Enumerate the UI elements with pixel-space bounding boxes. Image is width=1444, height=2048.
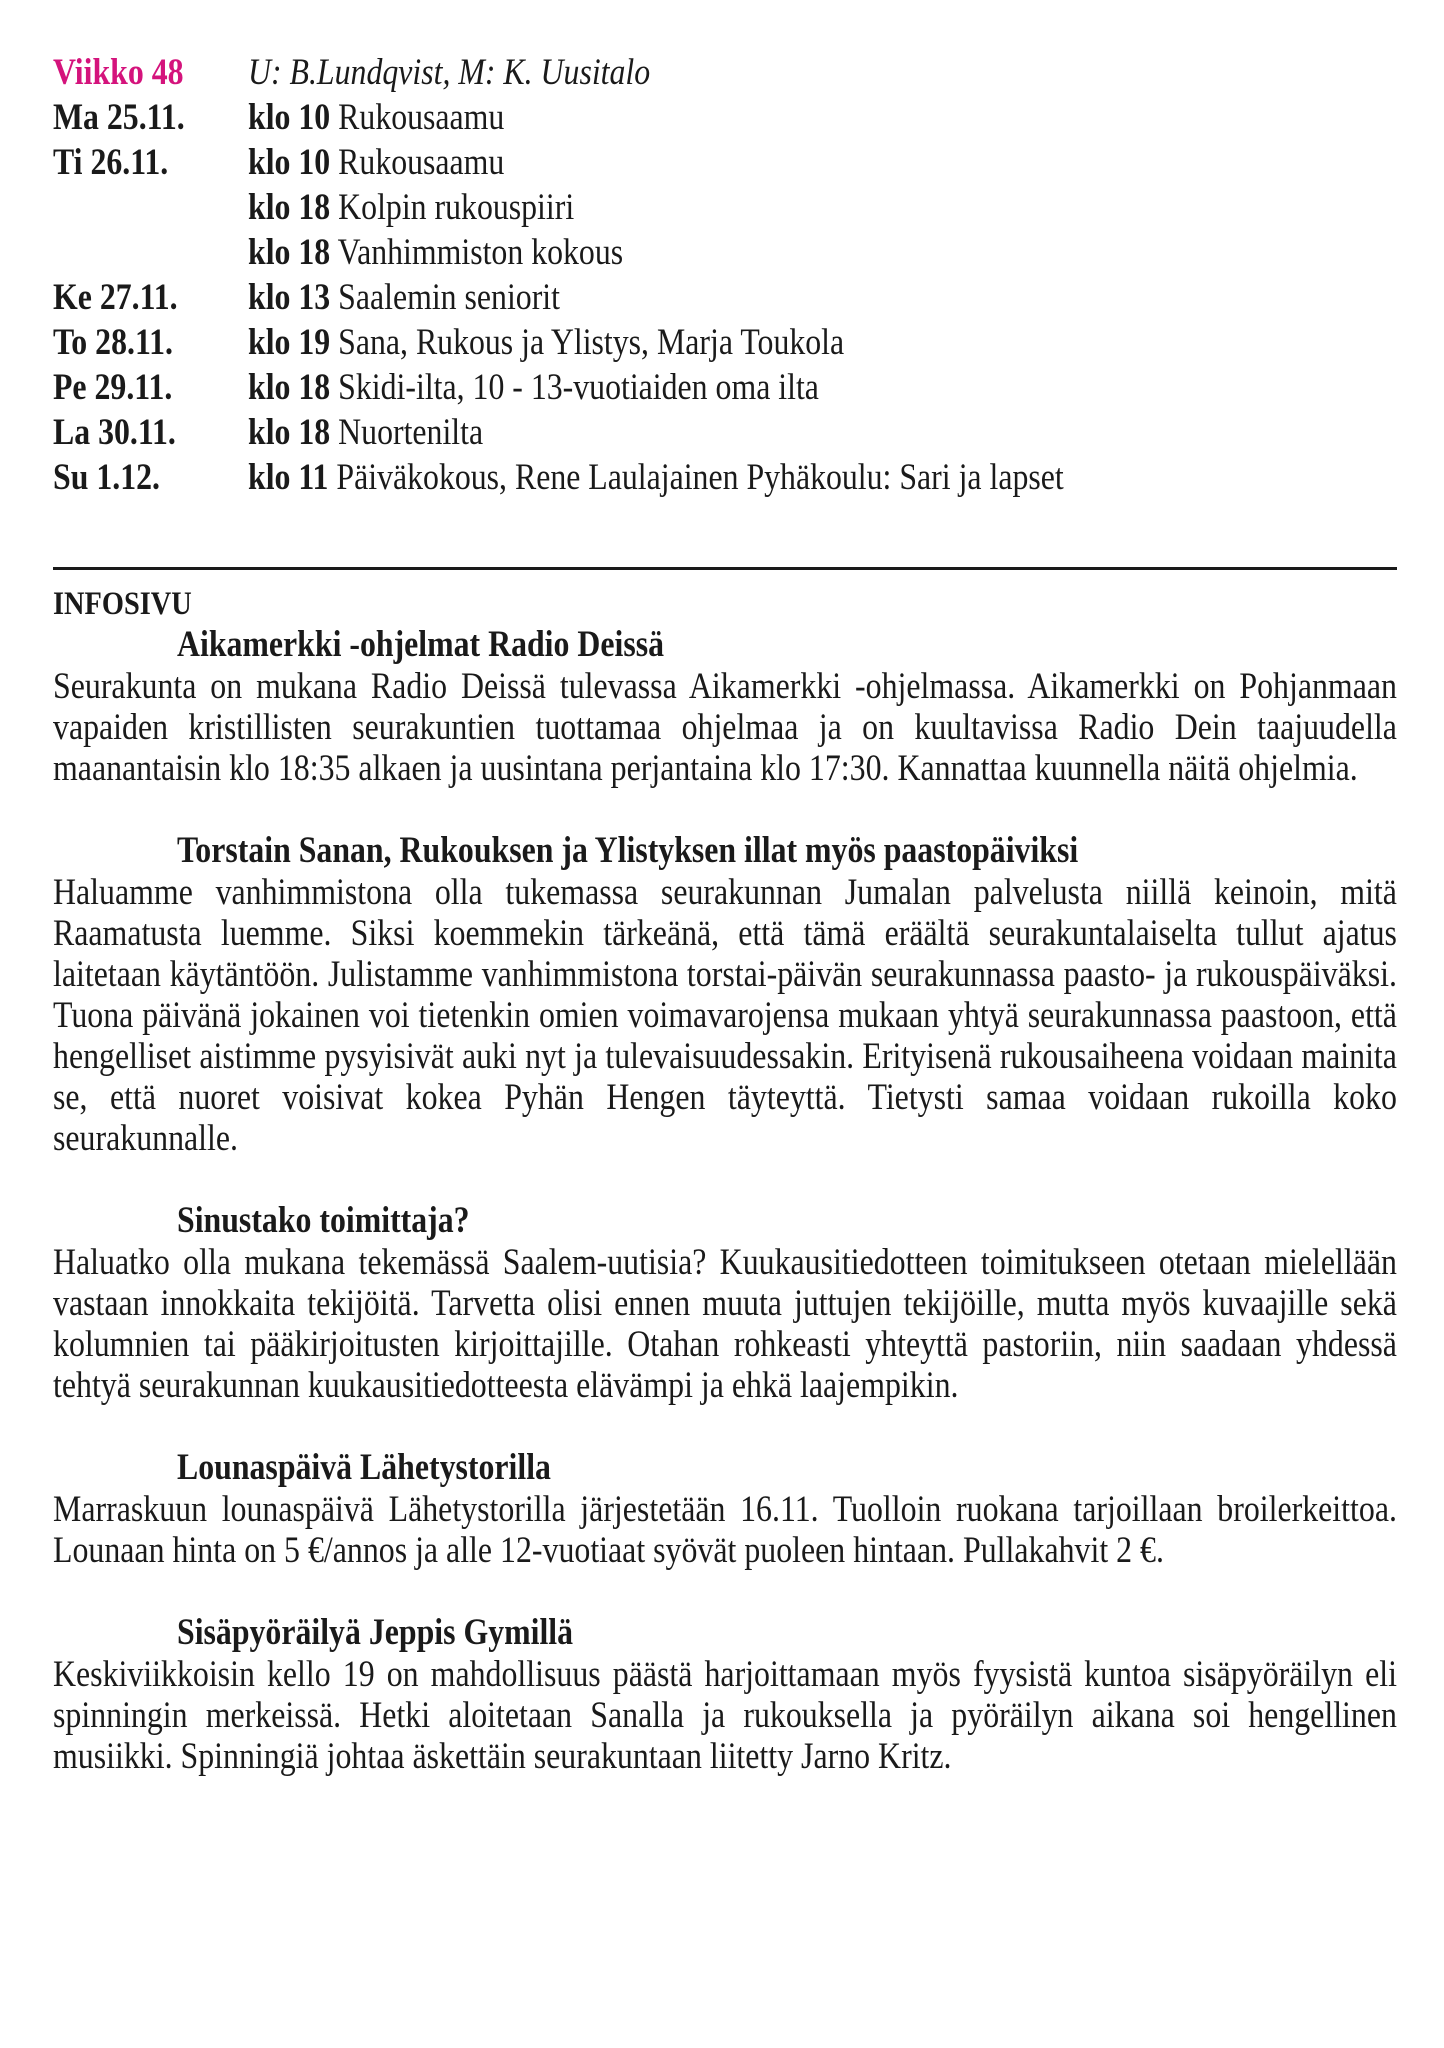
section-gap bbox=[53, 1571, 1397, 1612]
schedule-event bbox=[248, 230, 623, 275]
schedule-time: klo 18 bbox=[248, 232, 331, 273]
schedule-day: Ke 27.11. bbox=[53, 277, 178, 318]
schedule-day: Ti 26.11. bbox=[53, 142, 169, 183]
info-section bbox=[53, 1447, 1397, 1571]
week-schedule bbox=[53, 50, 1397, 500]
schedule-row bbox=[53, 230, 1397, 275]
info-section bbox=[53, 1612, 1397, 1777]
section-heading-text: Sisäpyöräilyä Jeppis Gymillä bbox=[177, 1612, 574, 1653]
schedule-text: Päiväkokous, Rene Laulajainen Pyhäkoulu: Sari ja lapset bbox=[336, 457, 1064, 498]
section-gap bbox=[53, 1406, 1397, 1447]
schedule-text: Skidi-ilta, 10 - 13-vuotiaiden oma ilta bbox=[338, 367, 819, 408]
section-heading bbox=[53, 1447, 1397, 1489]
schedule-row bbox=[53, 455, 1397, 500]
section-divider bbox=[53, 567, 1397, 570]
schedule-row bbox=[53, 95, 1397, 140]
schedule-day: Su 1.12. bbox=[53, 457, 160, 498]
info-page bbox=[53, 584, 1397, 1777]
schedule-event bbox=[248, 455, 1064, 500]
schedule-text: Vanhimmiston kokous bbox=[337, 232, 624, 273]
schedule-day: Ma 25.11. bbox=[53, 97, 185, 138]
section-heading-text: Sinustako toimittaja? bbox=[177, 1200, 470, 1241]
schedule-text: Rukousaamu bbox=[338, 142, 505, 183]
schedule-day: To 28.11. bbox=[53, 322, 173, 363]
schedule-event bbox=[248, 140, 504, 185]
schedule-day: La 30.11. bbox=[53, 412, 176, 453]
schedule-event bbox=[248, 95, 504, 140]
schedule-event bbox=[248, 410, 483, 455]
leaders-text: U: B.Lundqvist, M: K. Uusitalo bbox=[248, 52, 651, 93]
section-heading bbox=[53, 1200, 1397, 1242]
section-heading bbox=[53, 1612, 1397, 1654]
schedule-time: klo 10 bbox=[248, 97, 331, 138]
schedule-row bbox=[53, 140, 1397, 185]
schedule-time: klo 18 bbox=[248, 412, 331, 453]
schedule-text: Saalemin seniorit bbox=[338, 277, 560, 318]
section-body: Keskiviikkoisin kello 19 on mahdollisuus päästä harjoittamaan myös fyysistä kuntoa sisäpyöräilyn eli spinningin merkeissä. Hetki aloitetaan Sanalla ja rukouksella ja pyöräilyn aikana soi hengellinen musiikki. Spinningiä johtaa äskettäin seurakuntaan liitetty Jarno Kritz. bbox=[53, 1654, 1397, 1777]
schedule-event bbox=[248, 320, 844, 365]
schedule-time: klo 10 bbox=[248, 142, 331, 183]
section-body: Haluatko olla mukana tekemässä Saalem-uutisia? Kuukausitiedotteen toimitukseen otetaan mielellään vastaan innokkaita tekijöitä. Tarvetta olisi ennen muuta juttujen tekijöille, mutta myös kuvaajille sekä kolumnien tai pääkirjoitusten kirjoittajille. Otahan rohkeasti yhteyttä pastoriin, niin saadaan yhdessä tehtyä seurakunnan kuukausitiedotteesta elävämpi ja ehkä laajempikin. bbox=[53, 1242, 1397, 1406]
info-section bbox=[53, 1200, 1397, 1406]
schedule-event bbox=[248, 185, 574, 230]
schedule-time: klo 18 bbox=[248, 367, 331, 408]
section-heading bbox=[53, 830, 1397, 872]
info-title-text: INFOSIVU bbox=[53, 586, 192, 622]
schedule-row bbox=[53, 365, 1397, 410]
schedule-event bbox=[248, 365, 819, 410]
section-heading-text: Lounaspäivä Lähetystorilla bbox=[177, 1447, 551, 1488]
section-heading-text: Torstain Sanan, Rukouksen ja Ylistyksen illat myös paastopäiviksi bbox=[177, 830, 1079, 871]
schedule-time: klo 19 bbox=[248, 322, 331, 363]
schedule-row bbox=[53, 275, 1397, 320]
week-label: Viikko 48 bbox=[53, 52, 184, 93]
schedule-day: Pe 29.11. bbox=[53, 367, 173, 408]
section-gap bbox=[53, 1159, 1397, 1200]
section-body: Seurakunta on mukana Radio Deissä tulevassa Aikamerkki -ohjelmassa. Aikamerkki on Pohjanmaan vapaiden kristillisten seurakuntien tuottamaa ohjelmaa ja on kuultavissa Radio Dein taajuudella maanantaisin klo 18:35 alkaen ja uusintana perjantaina klo 17:30. Kannattaa kuunnella näitä ohjelmia. bbox=[53, 666, 1397, 789]
schedule-text: Nuortenilta bbox=[338, 412, 484, 453]
schedule-event bbox=[248, 275, 560, 320]
schedule-time: klo 18 bbox=[248, 187, 331, 228]
schedule-text: Kolpin rukouspiiri bbox=[338, 187, 575, 228]
section-body: Haluamme vanhimmistona olla tukemassa seurakunnan Jumalan palvelusta niillä keinoin, mitä Raamatusta luemme. Siksi koemmekin tärkeänä, että tämä eräältä seurakuntalaiselta tullut ajatus laitetaan käytäntöön. Julistamme vanhimmistona torstai-päivän seurakunnassa paasto- ja rukouspäiväksi. Tuona päivänä jokainen voi tietenkin omien voimavarojensa mukaan yhtyä seurakunnassa paastoon, että hengelliset aistimme pysyisivät auki nyt ja tulevaisuudessakin. Erityisenä rukousaiheena voidaan mainita se, että nuoret voisivat kokea Pyhän Hengen täyteyttä. Tietysti samaa voidaan rukoilla koko seurakunnalle. bbox=[53, 872, 1397, 1159]
schedule-row bbox=[53, 185, 1397, 230]
schedule-time: klo 11 bbox=[248, 457, 329, 498]
section-heading bbox=[53, 624, 1397, 666]
info-title bbox=[53, 584, 1397, 624]
schedule-text: Sana, Rukous ja Ylistys, Marja Toukola bbox=[338, 322, 845, 363]
schedule-time: klo 13 bbox=[248, 277, 331, 318]
section-gap bbox=[53, 789, 1397, 830]
week-header bbox=[53, 50, 1397, 95]
schedule-row bbox=[53, 410, 1397, 455]
schedule-row bbox=[53, 320, 1397, 365]
schedule-block bbox=[53, 50, 1397, 500]
schedule-text: Rukousaamu bbox=[338, 97, 505, 138]
section-heading-text: Aikamerkki -ohjelmat Radio Deissä bbox=[177, 624, 665, 665]
info-section bbox=[53, 830, 1397, 1159]
section-body: Marraskuun lounaspäivä Lähetystorilla järjestetään 16.11. Tuolloin ruokana tarjoillaan broilerkeittoa. Lounaan hinta on 5 €/annos ja alle 12-vuotiaat syövät puoleen hintaan. Pullakahvit 2 €. bbox=[53, 1489, 1397, 1571]
info-section bbox=[53, 624, 1397, 789]
